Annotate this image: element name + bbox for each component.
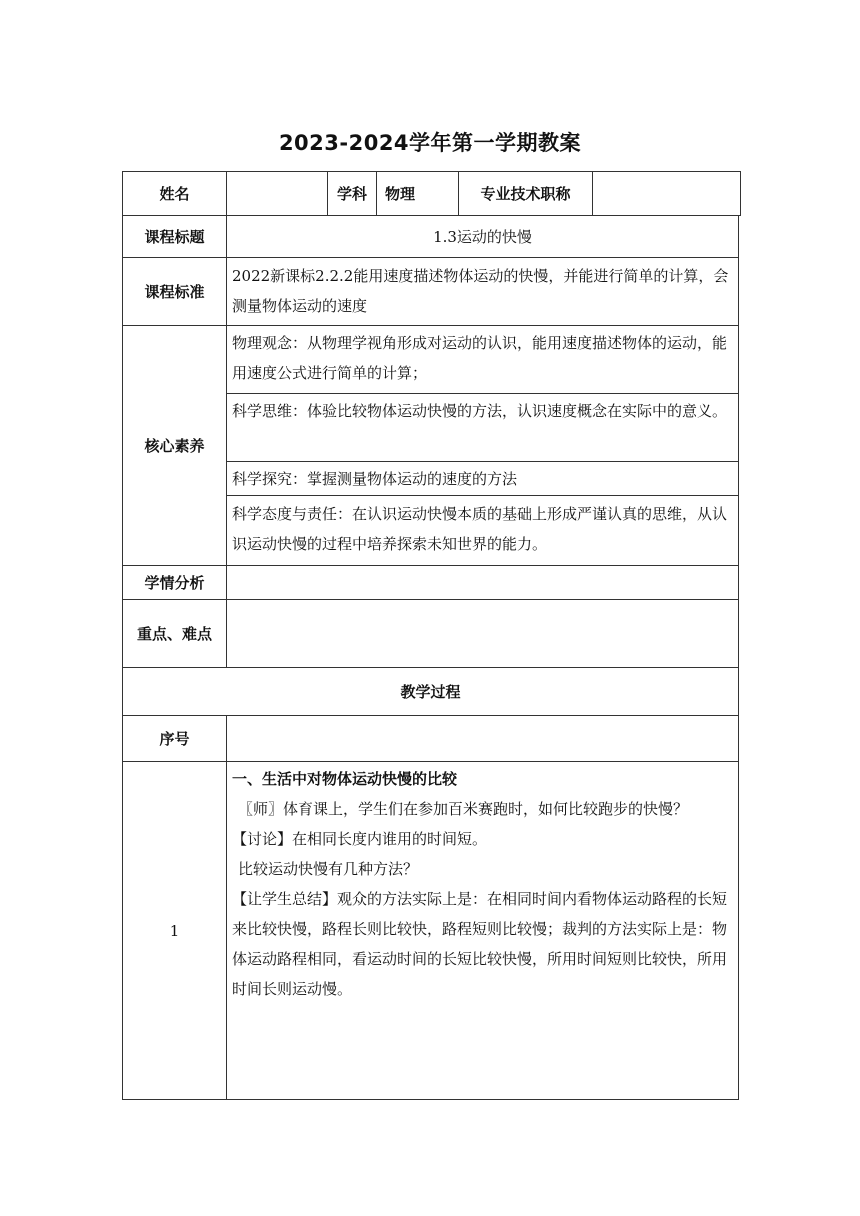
core-literacy-label: 核心素养 [144, 437, 205, 455]
core-literacy-item: 科学思维：体验比较物体运动快慢的方法，认识速度概念在实际中的意义。 [232, 402, 728, 420]
step-paragraph: 【讨论】在相同长度内谁用的时间短。 [232, 830, 488, 848]
subject-label: 学科 [336, 185, 367, 203]
learning-analysis-label: 学情分析 [144, 574, 205, 592]
step-paragraph: 比较运动快慢有几种方法？ [238, 860, 419, 878]
key-points-label: 重点、难点 [136, 625, 212, 643]
core-literacy-item: 物理观念：从物理学视角形成对运动的认识，能用速度描述物体的运动，能用速度公式进行简单的计算； [232, 334, 728, 382]
name-label: 姓名 [159, 185, 190, 203]
core-literacy-item: 科学态度与责任：在认识运动快慢本质的基础上形成严谨认真的思维，从认识运动快慢的过程中培养探索未知世界的能力。 [232, 505, 728, 553]
sequence-label: 序号 [159, 730, 190, 748]
document-title: 2023-2024学年第一学期教案 [278, 131, 582, 155]
step-number: 1 [169, 921, 180, 940]
professional-title-label: 专业技术职称 [480, 185, 571, 203]
subject-value: 物理 [385, 185, 416, 203]
name-value[interactable] [227, 172, 327, 215]
step-paragraph: 〖师〗体育课上，学生们在参加百米赛跑时，如何比较跑步的快慢？ [238, 800, 689, 818]
teaching-process-heading: 教学过程 [400, 683, 461, 701]
step-content [232, 764, 732, 1096]
course-standard-value: 2022新课标2.2.2能用速度描述物体运动的快慢，并能进行简单的计算，会测量物体运动的速度 [232, 267, 729, 315]
core-literacy-item: 科学探究：掌握测量物体运动的速度的方法 [232, 470, 518, 488]
sequence-value [227, 716, 738, 761]
step-heading: 一、生活中对物体运动快慢的比较 [232, 770, 458, 788]
course-standard-label: 课程标准 [144, 283, 205, 301]
learning-analysis-value[interactable] [227, 566, 738, 599]
course-topic-value: 1.3运动的快慢 [433, 227, 532, 246]
step-paragraph: 【让学生总结】观众的方法实际上是：在相同时间内看物体运动路程的长短来比较快慢，路程长则比较快，路程短则比较慢；裁判的方法实际上是：物体运动路程相同，看运动时间的长短比较快慢，所用时间短则比较快，所用时间长则运动慢。 [232, 890, 728, 998]
course-topic-label: 课程标题 [144, 228, 205, 246]
key-points-value[interactable] [227, 600, 738, 667]
professional-title-value[interactable] [593, 172, 740, 215]
